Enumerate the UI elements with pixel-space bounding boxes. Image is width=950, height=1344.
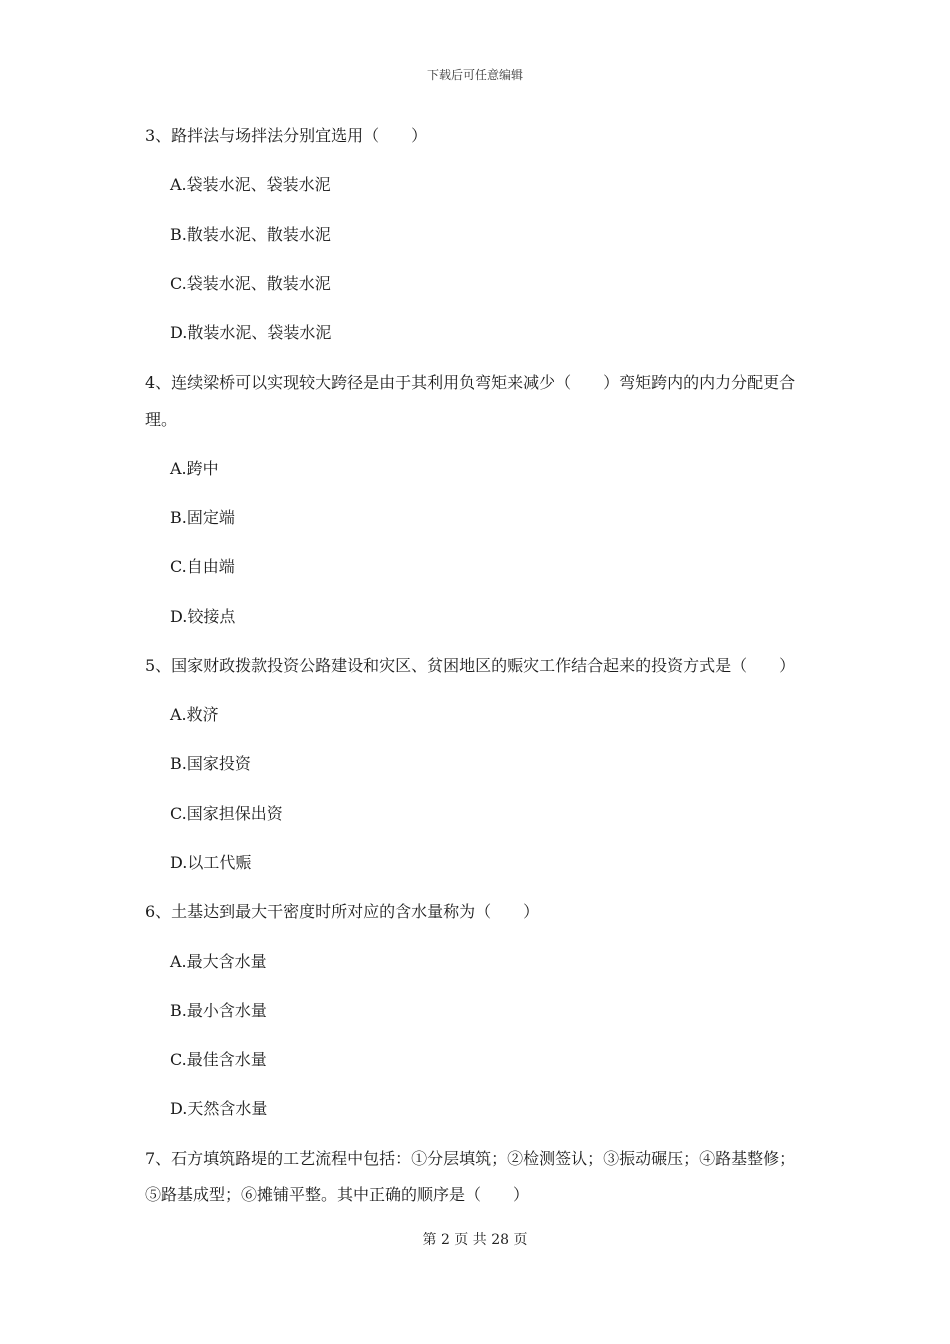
- question-6-option-d: D.天然含水量: [170, 1099, 268, 1118]
- question-4-stem-line-1: 4、连续梁桥可以实现较大跨径是由于其利用负弯矩来减少（ ）弯矩跨内的内力分配更合: [145, 373, 796, 392]
- question-3-option-a: A.袋装水泥、袋装水泥: [170, 175, 331, 194]
- question-4-option-a: A.跨中: [170, 459, 219, 478]
- question-3-option-d: D.散装水泥、袋装水泥: [170, 323, 332, 342]
- question-3-stem: 3、路拌法与场拌法分别宜选用（ ）: [145, 126, 428, 145]
- question-7-stem-line-1: 7、石方填筑路堤的工艺流程中包括：①分层填筑；②检测签认；③振动碾压；④路基整修；: [145, 1149, 796, 1168]
- question-6-option-b: B.最小含水量: [170, 1001, 267, 1020]
- question-6-option-c: C.最佳含水量: [170, 1050, 267, 1069]
- question-5-option-c: C.国家担保出资: [170, 804, 283, 823]
- page-footer: 第 2 页 共 28 页: [422, 1232, 528, 1248]
- page-header: 下载后可任意编辑: [426, 68, 523, 82]
- question-5-option-b: B.国家投资: [170, 754, 251, 773]
- question-3-option-c: C.袋装水泥、散装水泥: [170, 274, 331, 293]
- question-5-option-a: A.救济: [170, 705, 219, 724]
- question-6-stem: 6、土基达到最大干密度时所对应的含水量称为（ ）: [145, 902, 540, 921]
- question-4-option-b: B.固定端: [170, 508, 235, 527]
- question-4-option-d: D.铰接点: [170, 607, 236, 626]
- question-6-option-a: A.最大含水量: [170, 952, 267, 971]
- question-4-stem-line-2: 理。: [145, 410, 178, 429]
- question-5-stem: 5、国家财政拨款投资公路建设和灾区、贫困地区的赈灾工作结合起来的投资方式是（ ）: [145, 656, 796, 675]
- question-5-option-d: D.以工代赈: [170, 853, 252, 872]
- question-4-option-c: C.自由端: [170, 557, 235, 576]
- question-3-option-b: B.散装水泥、散装水泥: [170, 225, 331, 244]
- question-7-stem-line-2: ⑤路基成型；⑥摊铺平整。其中正确的顺序是（ ）: [145, 1185, 530, 1204]
